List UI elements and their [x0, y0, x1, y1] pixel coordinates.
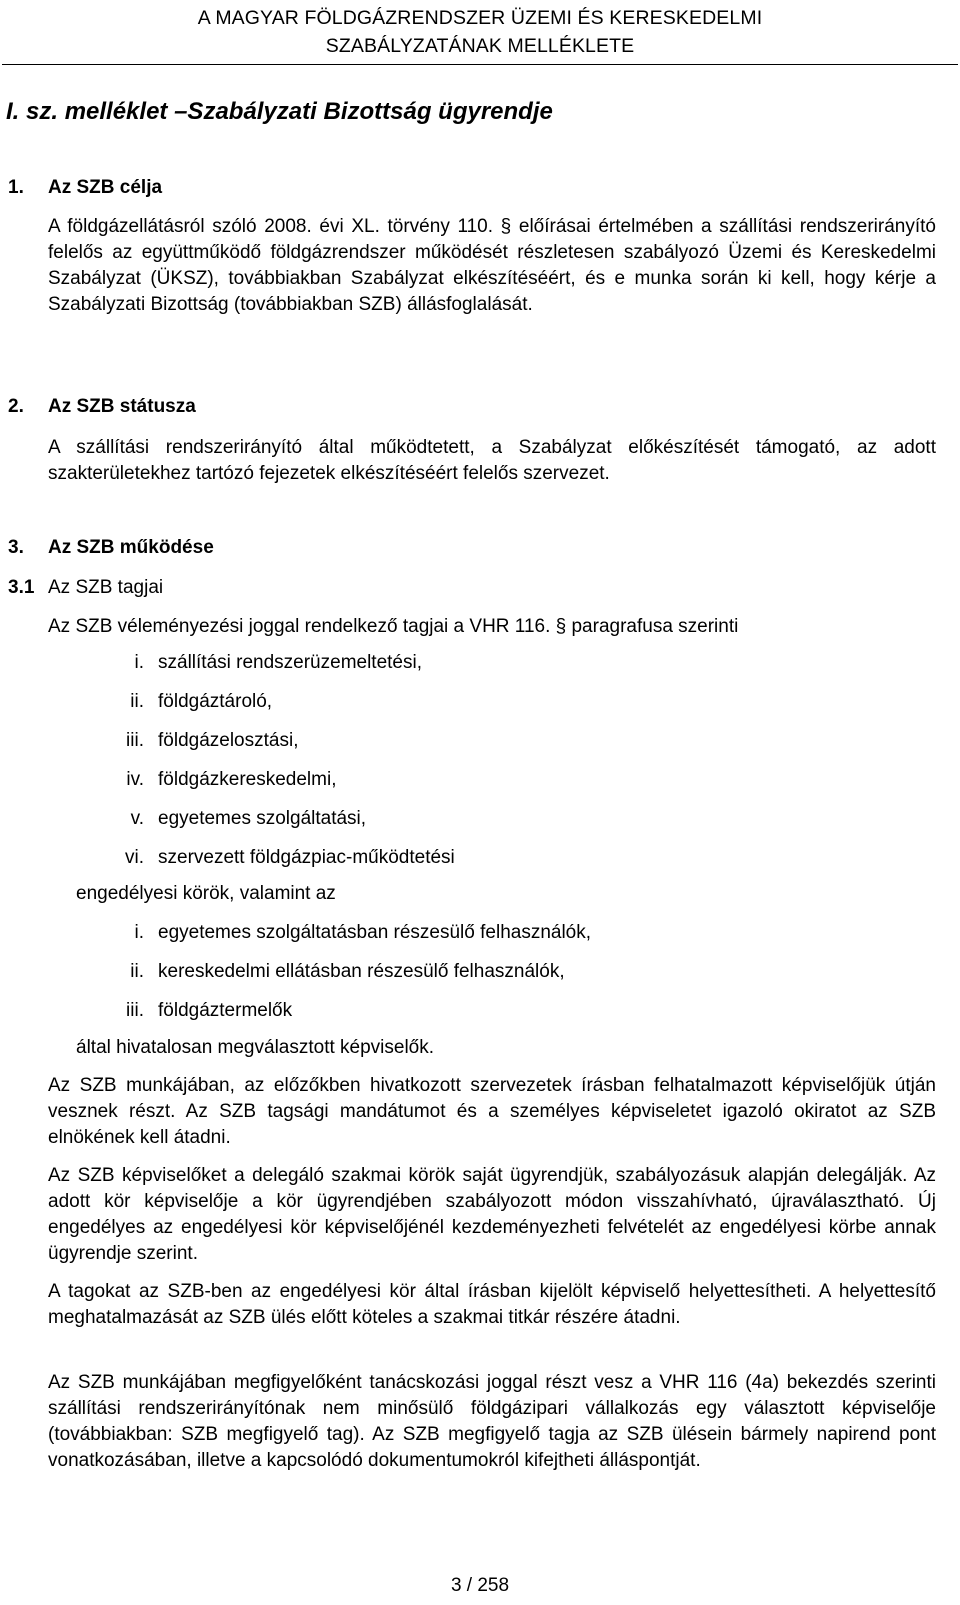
- subsection-3-1-title: Az SZB tagjai: [48, 577, 164, 598]
- section-2-title: Az SZB státusza: [48, 396, 196, 417]
- list-item-text: szervezett földgázpiac-működtetési: [158, 847, 455, 868]
- list-item-numeral: iii.: [126, 1000, 144, 1021]
- list-item-text: kereskedelmi ellátásban részesülő felhasználók,: [158, 961, 565, 982]
- subsection-3-1-number: 3.1: [8, 577, 35, 598]
- section-2-body: A szállítási rendszerirányító által működtetett, a Szabályzat előkészítését támogató, az adott szakterületekhez tartózó fejezetek elkészítéséért felelős szervezet.: [48, 437, 936, 484]
- list-item-numeral: ii.: [130, 691, 144, 712]
- list-item-text: földgázelosztási,: [158, 730, 299, 751]
- list-item: [100, 845, 455, 884]
- section-1-heading: [8, 175, 162, 201]
- paragraph-substitution: A tagokat az SZB-ben az engedélyesi kör által írásban kijelölt képviselő helyettesítheti. A helyettesítő meghatalmazását az SZB ülés előtt köteles a szakmai titkár részére átadni.: [48, 1281, 936, 1328]
- section-2-heading: [8, 394, 196, 420]
- licensee-groups-list: [100, 650, 455, 884]
- header-line-2: SZABÁLYZATÁNAK MELLÉKLETE: [325, 35, 635, 57]
- section-3-heading: [8, 535, 214, 561]
- list-item-numeral: vi.: [125, 847, 144, 868]
- list-item-text: földgáztermelők: [158, 1000, 293, 1021]
- list-item: [100, 650, 455, 689]
- members-outro: által hivatalosan megválasztott képviselők.: [76, 1037, 435, 1058]
- subsection-3-1-heading: [8, 575, 163, 601]
- list-item-text: földgázkereskedelmi,: [158, 769, 337, 790]
- consumer-groups-list: [100, 920, 591, 1037]
- members-intro: Az SZB véleményezési joggal rendelkező tagjai a VHR 116. § paragrafusa szerinti: [48, 616, 739, 637]
- header-divider: [2, 64, 958, 65]
- list-item-text: szállítási rendszerüzemeltetési,: [158, 652, 422, 673]
- list-item-text: egyetemes szolgáltatásban részesülő felhasználók,: [158, 922, 592, 943]
- document-title: I. sz. melléklet –Szabályzati Bizottság ügyrendje: [6, 98, 553, 125]
- list-item-numeral: iv.: [126, 769, 144, 790]
- list-item: [100, 998, 591, 1037]
- section-1-body: A földgázellátásról szóló 2008. évi XL. törvény 110. § előírásai értelmében a szállítási rendszerirányító felelős az együttműködő földgázrendszer működését részletesen szabályozó Üzemi és Kereskedelmi Szabályzat (ÜKSZ), továbbiakban Szabályzat elkészítéséért, és e munka során ki kell, hogy kérje a Szabályzati Bizottság (továbbiakban SZB) állásfoglalását.: [48, 216, 936, 315]
- document-header: [0, 4, 960, 60]
- section-1-number: 1.: [8, 177, 24, 198]
- section-2-number: 2.: [8, 396, 24, 417]
- section-3-number: 3.: [8, 537, 24, 558]
- list-item: [100, 959, 591, 998]
- section-3-title: Az SZB működése: [48, 537, 214, 558]
- list-item-numeral: i.: [134, 922, 144, 943]
- list-item-text: földgáztároló,: [158, 691, 273, 712]
- members-mid-text: engedélyesi körök, valamint az: [76, 883, 336, 904]
- paragraph-representation: Az SZB munkájában, az előzőkben hivatkozott szervezetek írásban felhatalmazott képviselőjük útján vesznek részt. Az SZB tagsági mandátumot és a személyes képviseletet igazoló okiratot az SZB elnökének kell átadni.: [48, 1075, 936, 1148]
- list-item-text: egyetemes szolgáltatási,: [158, 808, 367, 829]
- header-line-1: A MAGYAR FÖLDGÁZRENDSZER ÜZEMI ÉS KERESKEDELMI: [197, 7, 763, 29]
- paragraph-delegation: Az SZB képviselőket a delegáló szakmai körök saját ügyrendjük, szabályozásuk alapján delegálják. Az adott kör képviselője a kör ügyrendjében szabályozott módon visszahívható, újraválasztható. Új engedélyes az engedélyesi kör képviselőjénél kezdeményezheti felvételét az engedélyesi körbe annak ügyrendje szerint.: [48, 1165, 936, 1264]
- paragraph-observer: Az SZB munkájában megfigyelőként tanácskozási joggal részt vesz a VHR 116 (4a) bekezdés szerinti szállítási rendszerirányítónak nem minősülő földgázipari vállalkozás egy választott képviselője (továbbiakban: SZB megfigyelő tag). Az SZB megfigyelő tagja az SZB ülésein bármely napirend pont vonatkozásában, illetve a kapcsolódó dokumentumokról kifejtheti álláspontját.: [48, 1372, 936, 1471]
- list-item-numeral: ii.: [130, 961, 144, 982]
- page-number: 3 / 258: [450, 1575, 510, 1596]
- list-item: [100, 806, 455, 845]
- list-item-numeral: v.: [130, 808, 144, 829]
- list-item-numeral: i.: [134, 652, 144, 673]
- list-item: [100, 767, 455, 806]
- section-1-title: Az SZB célja: [48, 177, 163, 198]
- list-item: [100, 920, 591, 959]
- list-item: [100, 728, 455, 767]
- list-item: [100, 689, 455, 728]
- list-item-numeral: iii.: [126, 730, 144, 751]
